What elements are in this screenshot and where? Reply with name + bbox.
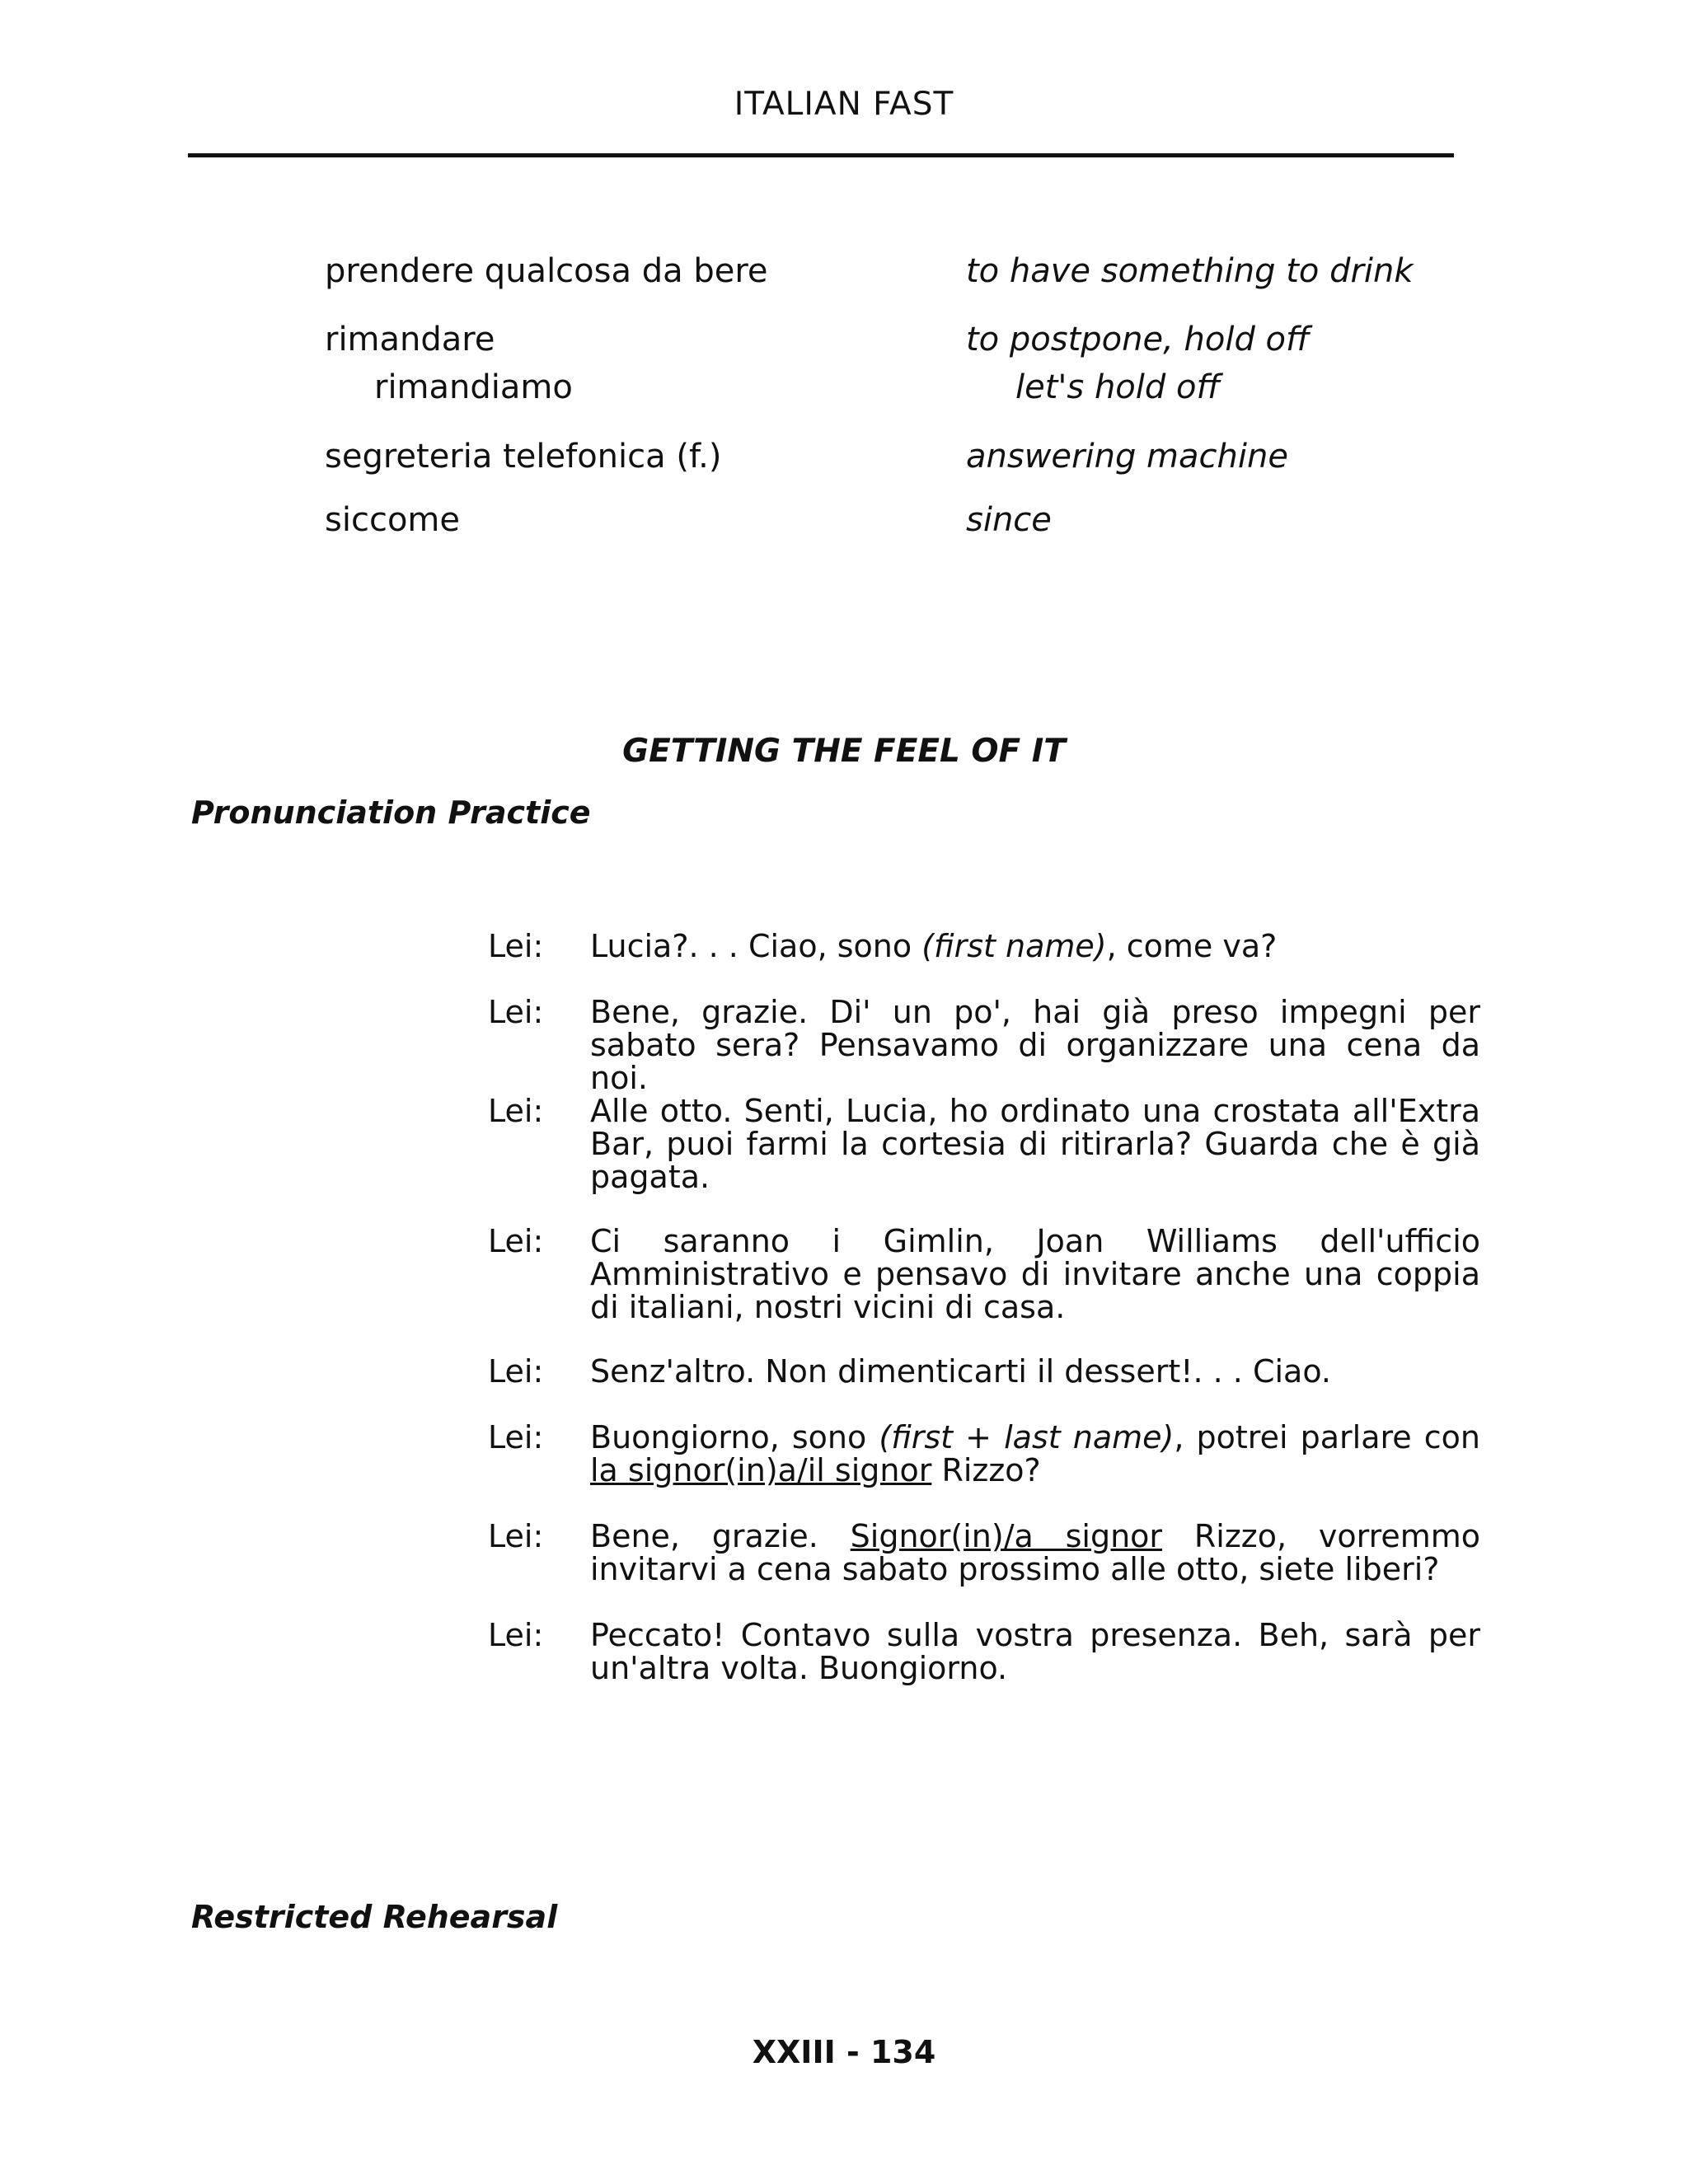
dialogue-line <box>590 930 1480 963</box>
dialogue-line <box>590 1520 1480 1586</box>
section-title: GETTING THE FEEL OF IT <box>622 733 1066 770</box>
vocab-english: to postpone, hold off <box>966 321 1310 359</box>
running-header: ITALIAN FAST <box>734 86 954 123</box>
speaker-label: Lei: <box>488 1353 544 1390</box>
text-segment: Rizzo, vorremmo invitarvi a cena sabato prossimo alle otto, siete liberi? <box>590 1518 1481 1587</box>
text-segment: Buongiorno, sono <box>590 1419 879 1455</box>
text-segment: , potrei parlare con <box>1174 1419 1481 1455</box>
dialogue-line: Peccato! Contavo sulla vostra presenza. Beh, sarà per un'altra volta. Buongiorno. <box>590 1617 1480 1686</box>
placeholder-text: (first + last name) <box>879 1419 1175 1455</box>
dialogue-line: Alle otto. Senti, Lucia, ho ordinato una crostata all'Extra Bar, puoi farmi la cortesia di ritirarla? Guarda che è già pagata. <box>590 1093 1480 1195</box>
speaker-label: Lei: <box>488 928 544 964</box>
dialogue-line: Ci saranno i Gimlin, Joan Williams dell'ufficio Amministrativo e pensavo di invitare anche una coppia di italiani, nostri vicini di casa. <box>590 1223 1480 1325</box>
vocab-english: answering machine <box>966 438 1288 476</box>
text-segment: Lucia?. . . Ciao, sono <box>590 928 922 964</box>
speaker-label: Lei: <box>488 1419 544 1455</box>
dialogue-line: Bene, grazie. Di' un po', hai già preso impegni per sabato sera? Pensavamo di organizzare una cena da noi. <box>590 994 1480 1096</box>
speaker-label: Lei: <box>488 1223 544 1259</box>
vocab-english: to have something to drink <box>966 252 1414 290</box>
speaker-label: Lei: <box>488 1518 544 1554</box>
page-number: XXIII - 134 <box>752 2034 936 2070</box>
vocab-italian-sub: rimandiamo <box>374 368 573 406</box>
subheading-pronunciation: Pronunciation Practice <box>191 794 591 831</box>
header-rule <box>188 153 1454 157</box>
vocab-english-sub: let's hold off <box>1015 368 1221 406</box>
text-segment: Rizzo? <box>931 1452 1041 1488</box>
speaker-label: Lei: <box>488 994 544 1030</box>
vocab-italian: siccome <box>325 501 460 539</box>
dialogue-line: Senz'altro. Non dimenticarti il dessert!. . . Ciao. <box>590 1353 1331 1390</box>
vocab-italian: segreteria telefonica (f.) <box>325 438 722 476</box>
vocab-english: since <box>966 501 1052 539</box>
underlined-option: Signor(in)/a signor <box>850 1518 1163 1554</box>
vocab-italian: rimandare <box>325 321 495 359</box>
text-segment: Bene, grazie. <box>590 1518 851 1554</box>
speaker-label: Lei: <box>488 1093 544 1129</box>
subheading-rehearsal: Restricted Rehearsal <box>191 1899 558 1935</box>
vocab-italian: prendere qualcosa da bere <box>325 252 768 290</box>
dialogue-line <box>590 1421 1480 1487</box>
text-segment: , come va? <box>1106 928 1278 964</box>
placeholder-text: (first name) <box>921 928 1107 964</box>
underlined-option: la signor(in)a/il signor <box>590 1452 932 1488</box>
speaker-label: Lei: <box>488 1617 544 1653</box>
